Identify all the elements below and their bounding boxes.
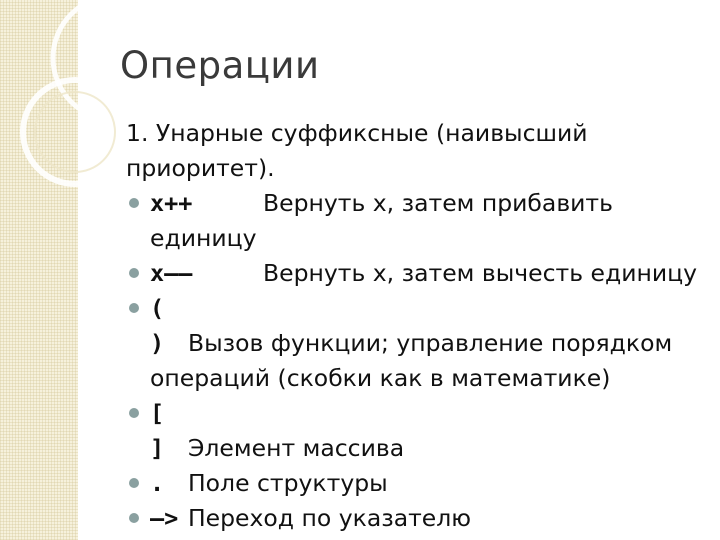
- bullet-icon: [129, 408, 139, 418]
- operator-list: [126, 186, 716, 536]
- bullet-icon: [129, 268, 139, 278]
- list-item: [126, 256, 716, 291]
- operator-description: Элемент массива: [188, 434, 405, 462]
- operator-code: x++: [150, 189, 193, 217]
- operator-description: Поле структуры: [188, 469, 388, 497]
- bullet-icon: [129, 513, 139, 523]
- operator-description: Вернуть x, затем вычесть единицу: [263, 259, 698, 287]
- operator-description: Переход по указателю: [188, 504, 472, 532]
- bullet-icon: [129, 198, 139, 208]
- operator-code: –>: [150, 504, 179, 532]
- operator-code: x––: [150, 259, 193, 287]
- bullet-icon: [129, 478, 139, 488]
- slide-content: [126, 116, 716, 536]
- operator-description: Вернуть x, затем прибавить единицу: [150, 189, 613, 252]
- operator-description: Вызов функции; управление порядком операций (скобки как в математике): [150, 329, 673, 392]
- slide-title: Операции: [120, 44, 320, 87]
- operator-code: ( ): [150, 294, 165, 357]
- list-item: [126, 501, 716, 536]
- operator-code: [ ]: [150, 399, 165, 462]
- decorative-circles: [0, 0, 120, 230]
- bullet-icon: [129, 303, 139, 313]
- lead-text: 1. Унарные суффиксные (наивысший приоритет).: [126, 119, 588, 182]
- list-item: [126, 466, 716, 501]
- list-item: [126, 396, 716, 466]
- list-item: [126, 186, 716, 256]
- list-item: [126, 291, 716, 396]
- operator-code: .: [150, 469, 165, 497]
